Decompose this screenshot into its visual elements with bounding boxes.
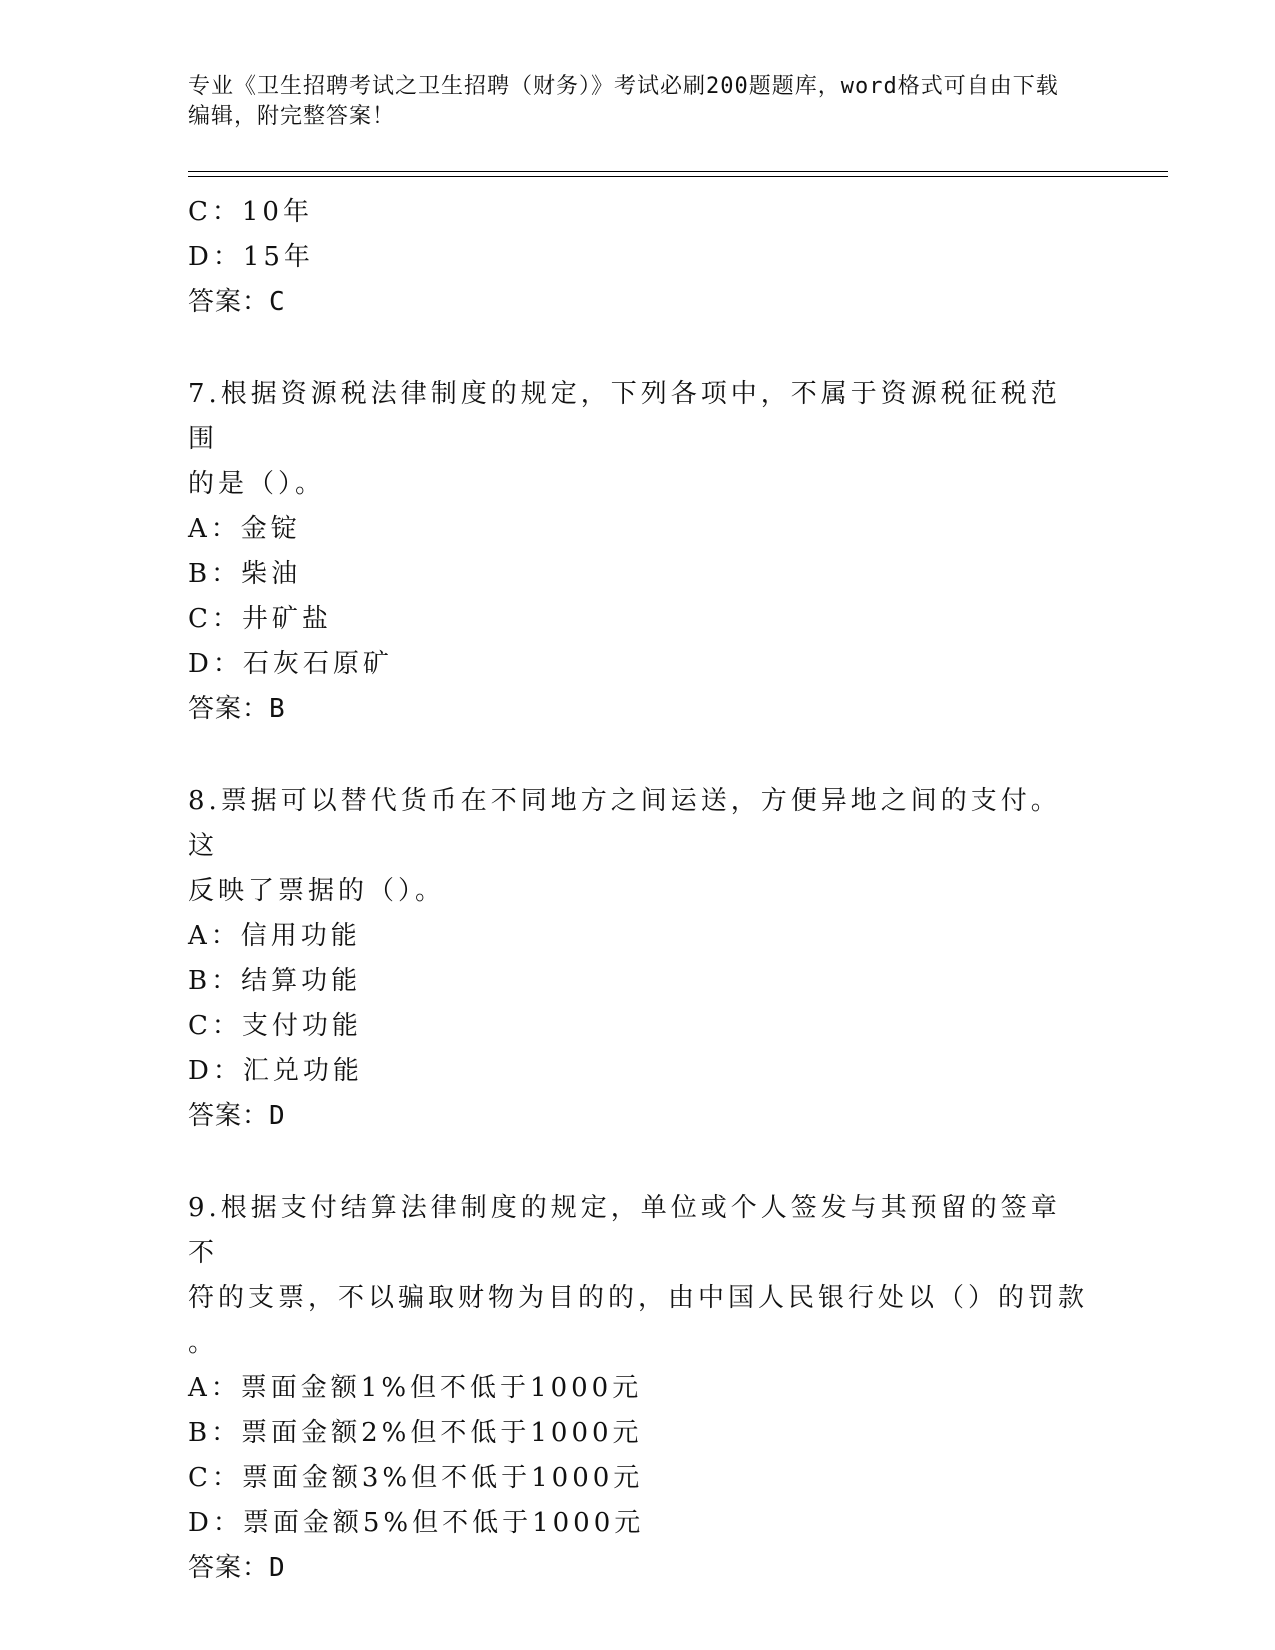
answer-line: 答案：B — [188, 694, 286, 724]
option-c: C：10年 — [188, 197, 313, 227]
option-b: B：票面金额2%但不低于1000元 — [188, 1418, 643, 1448]
answer-line: 答案：D — [188, 1553, 286, 1583]
header-rule-bottom — [188, 176, 1168, 177]
option-b: B：结算功能 — [188, 966, 362, 996]
option-c: C：票面金额3%但不低于1000元 — [188, 1463, 644, 1493]
question-stem: 的是（）。 — [188, 469, 326, 499]
option-a: A：票面金额1%但不低于1000元 — [188, 1373, 643, 1403]
question-stem: 7.根据资源税法律制度的规定，下列各项中，不属于资源税征税范围 — [188, 379, 1061, 454]
option-a: A：金锭 — [188, 514, 301, 544]
option-c: C：井矿盐 — [188, 604, 332, 634]
question-stem: 9.根据支付结算法律制度的规定，单位或个人签发与其预留的签章不 — [188, 1193, 1061, 1268]
document-header: 专业《卫生招聘考试之卫生招聘（财务）》考试必刷200题题库，word格式可自由下载编辑，附完整答案！ — [188, 74, 1059, 129]
question-9 — [188, 1186, 1088, 1591]
question-stem: 8.票据可以替代货币在不同地方之间运送，方便异地之间的支付。这 — [188, 786, 1061, 861]
option-a: A：信用功能 — [188, 921, 361, 951]
question-stem: 。 — [188, 1328, 219, 1358]
partial-question — [188, 190, 1088, 325]
option-d: D：15年 — [188, 242, 314, 272]
option-d: D：石灰石原矿 — [188, 649, 393, 679]
header-rule-top — [188, 171, 1168, 172]
option-b: B：柴油 — [188, 559, 302, 589]
question-stem: 符的支票，不以骗取财物为目的的，由中国人民银行处以（）的罚款 — [188, 1283, 1089, 1313]
question-7 — [188, 372, 1088, 732]
option-c: C：支付功能 — [188, 1011, 362, 1041]
option-d: D：汇兑功能 — [188, 1056, 363, 1086]
answer-line: 答案：C — [188, 287, 286, 317]
document-body — [188, 190, 1088, 1591]
question-stem: 反映了票据的（）。 — [188, 876, 446, 906]
option-d: D：票面金额5%但不低于1000元 — [188, 1508, 645, 1538]
question-8 — [188, 779, 1088, 1139]
answer-line: 答案：D — [188, 1101, 286, 1131]
